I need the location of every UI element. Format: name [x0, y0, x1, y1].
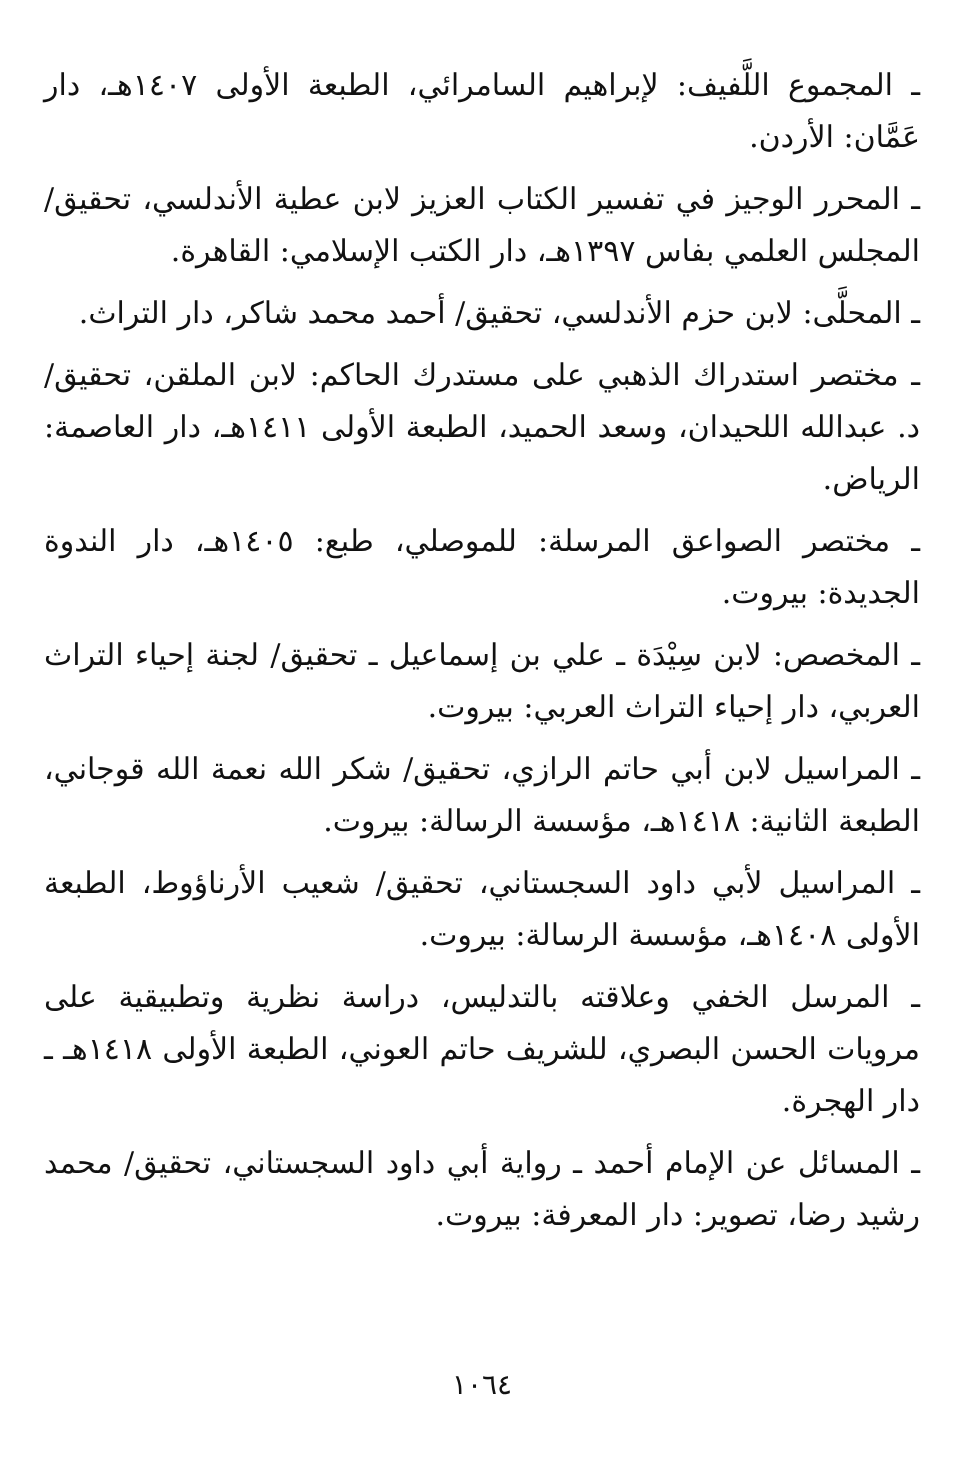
bibliography-page	[44, 60, 920, 1252]
bibliography-entry: ـ المجموع اللَّفيف: لإبراهيم السامرائي، الطبعة الأولى ١٤٠٧هـ، دار عَمَّان: الأردن.	[44, 68, 920, 155]
bibliography-entry: ـ المحرر الوجيز في تفسير الكتاب العزيز لابن عطية الأندلسي، تحقيق/ المجلس العلمي بفاس ١٣٩٧هـ، دار الكتب الإسلامي: القاهرة.	[44, 182, 920, 269]
bibliography-entry: ـ مختصر الصواعق المرسلة: للموصلي، طبع: ١٤٠٥هـ، دار الندوة الجديدة: بيروت.	[44, 524, 920, 611]
bibliography-entry: ـ المخصص: لابن سِيْدَة ـ علي بن إسماعيل ـ تحقيق/ لجنة إحياء التراث العربي، دار إحياء التراث العربي: بيروت.	[44, 638, 920, 725]
page-number: ١٠٦٤	[451, 1368, 513, 1401]
bibliography-entry: ـ المرسل الخفي وعلاقته بالتدليس، دراسة نظرية وتطبيقية على مرويات الحسن البصري، للشريف حاتم العوني، الطبعة الأولى ١٤١٨هـ ـ دار الهجرة.	[44, 980, 920, 1119]
bibliography-entry: ـ المراسيل لأبي داود السجستاني، تحقيق/ شعيب الأرناؤوط، الطبعة الأولى ١٤٠٨هـ، مؤسسة الرسالة: بيروت.	[44, 866, 920, 953]
bibliography-entry: ـ المراسيل لابن أبي حاتم الرازي، تحقيق/ شكر الله نعمة الله قوجاني، الطبعة الثانية: ١٤١٨هـ، مؤسسة الرسالة: بيروت.	[44, 752, 920, 839]
bibliography-entry: ـ مختصر استدراك الذهبي على مستدرك الحاكم: لابن الملقن، تحقيق/ د. عبدالله اللحيدان، وسعد الحميد، الطبعة الأولى ١٤١١هـ، دار العاصمة: الرياض.	[44, 358, 920, 497]
bibliography-entry: ـ المسائل عن الإمام أحمد ـ رواية أبي داود السجستاني، تحقيق/ محمد رشيد رضا، تصوير: دار المعرفة: بيروت.	[44, 1146, 920, 1233]
bibliography-entry: ـ المحلَّى: لابن حزم الأندلسي، تحقيق/ أحمد محمد شاكر، دار التراث.	[78, 296, 920, 331]
